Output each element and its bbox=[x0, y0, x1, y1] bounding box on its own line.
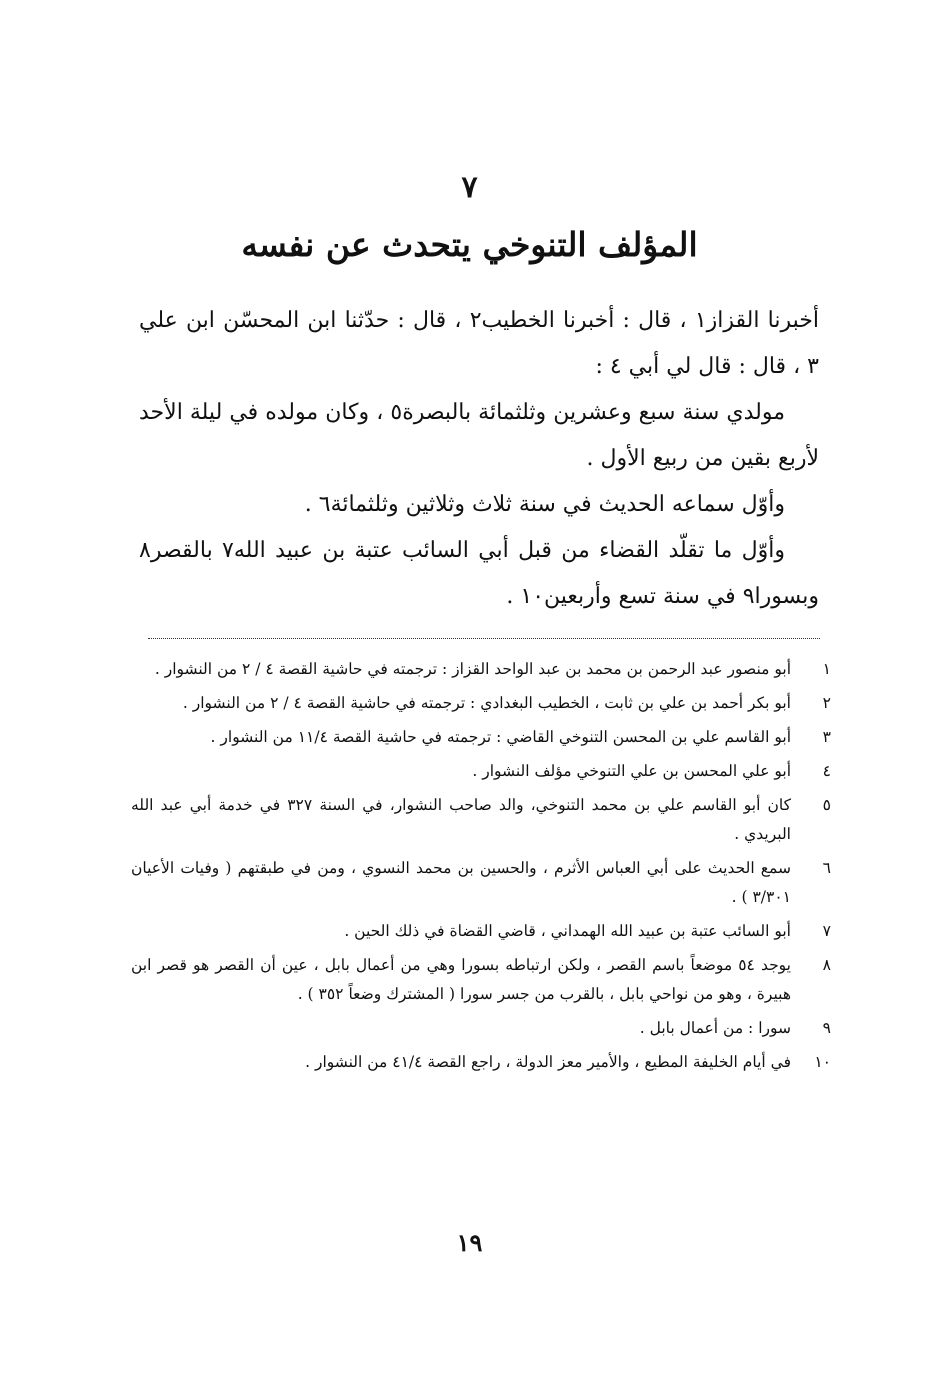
footnote-number: ٤ bbox=[822, 762, 831, 780]
body-paragraph: وأوّل سماعه الحديث في سنة ثلاث وثلاثين وثلثمائة٦ . bbox=[304, 492, 785, 517]
footnote-text: أبو القاسم علي بن المحسن التنوخي القاضي : ترجمته في حاشية القصة ١١/٤ من النشوار . bbox=[210, 728, 791, 746]
footnote bbox=[131, 951, 831, 1009]
footnote-text: سمع الحديث على أبي العباس الأثرم ، والحسين بن محمد النسوي ، ومن في طبقتهم ( وفيات الأعيان ٣/٣٠١ ) . bbox=[131, 859, 791, 906]
footnote-text: كان أبو القاسم علي بن محمد التنوخي، والد صاحب النشوار، في السنة ٣٢٧ في خدمة أبي عبد الله البريدي . bbox=[131, 796, 791, 843]
footnote-number: ٢ bbox=[822, 694, 831, 712]
footnote-number: ١ bbox=[822, 660, 831, 678]
footnote-number: ١٠ bbox=[814, 1053, 831, 1071]
footnote bbox=[131, 723, 831, 752]
footnote-text: يوجد ٥٤ موضعاً باسم القصر ، ولكن ارتباطه بسورا وهي من أعمال بابل ، عين أن القصر هو قصر ابن هبيرة ، وهو من نواحي بابل ، بالقرب من جسر سورا ( المشترك وضعاً ٣٥٢ ) . bbox=[131, 956, 791, 1003]
footnote-number: ٥ bbox=[822, 796, 831, 814]
footnote bbox=[131, 917, 831, 946]
footnote bbox=[131, 1048, 831, 1077]
footnote bbox=[131, 757, 831, 786]
body-paragraph: أخبرنا القزاز١ ، قال : أخبرنا الخطيب٢ ، قال : حدّثنا ابن المحسّن ابن علي ٣ ، قال : قال لي أبي ٤ : bbox=[139, 308, 819, 379]
body-text bbox=[139, 298, 819, 620]
footnote bbox=[131, 689, 831, 718]
footnote bbox=[131, 1014, 831, 1043]
footnote bbox=[131, 854, 831, 912]
footnote-number: ٧ bbox=[822, 922, 831, 940]
footnote bbox=[131, 655, 831, 684]
page-number: ١٩ bbox=[456, 1228, 483, 1257]
footnote-number: ٨ bbox=[822, 956, 831, 974]
footnotes bbox=[131, 655, 831, 1082]
footnote-text: أبو منصور عبد الرحمن بن محمد بن عبد الواحد القزاز : ترجمته في حاشية القصة ٤ / ٢ من النشوار . bbox=[154, 660, 791, 678]
footnote-number: ٦ bbox=[822, 859, 831, 877]
footnote-number: ٣ bbox=[822, 728, 831, 746]
footnote-text: سورا : من أعمال بابل . bbox=[639, 1019, 791, 1037]
footnote-text: أبو السائب عتبة بن عبيد الله الهمداني ، قاضي القضاة في ذلك الحين . bbox=[344, 922, 791, 940]
body-paragraph: مولدي سنة سبع وعشرين وثلثمائة بالبصرة٥ ، وكان مولده في ليلة الأحد لأربع بقين من ربيع الأول . bbox=[139, 400, 819, 471]
footnote bbox=[131, 791, 831, 849]
footnote-text: في أيام الخليفة المطيع ، والأمير معز الدولة ، راجع القصة ٤١/٤ من النشوار . bbox=[305, 1053, 791, 1071]
footnote-text: أبو علي المحسن بن علي التنوخي مؤلف النشوار . bbox=[472, 762, 791, 780]
chapter-title: المؤلف التنوخي يتحدث عن نفسه bbox=[241, 225, 698, 264]
chapter-number: ٧ bbox=[461, 170, 478, 205]
footnote-divider bbox=[148, 638, 820, 639]
footnote-number: ٩ bbox=[822, 1019, 831, 1037]
body-paragraph: وأوّل ما تقلّد القضاء من قبل أبي السائب عتبة بن عبيد الله٧ بالقصر٨ وبسورا٩ في سنة تسع وأربعين١٠ . bbox=[139, 538, 819, 609]
footnote-text: أبو بكر أحمد بن علي بن ثابت ، الخطيب البغدادي : ترجمته في حاشية القصة ٤ / ٢ من النشوار . bbox=[182, 694, 791, 712]
